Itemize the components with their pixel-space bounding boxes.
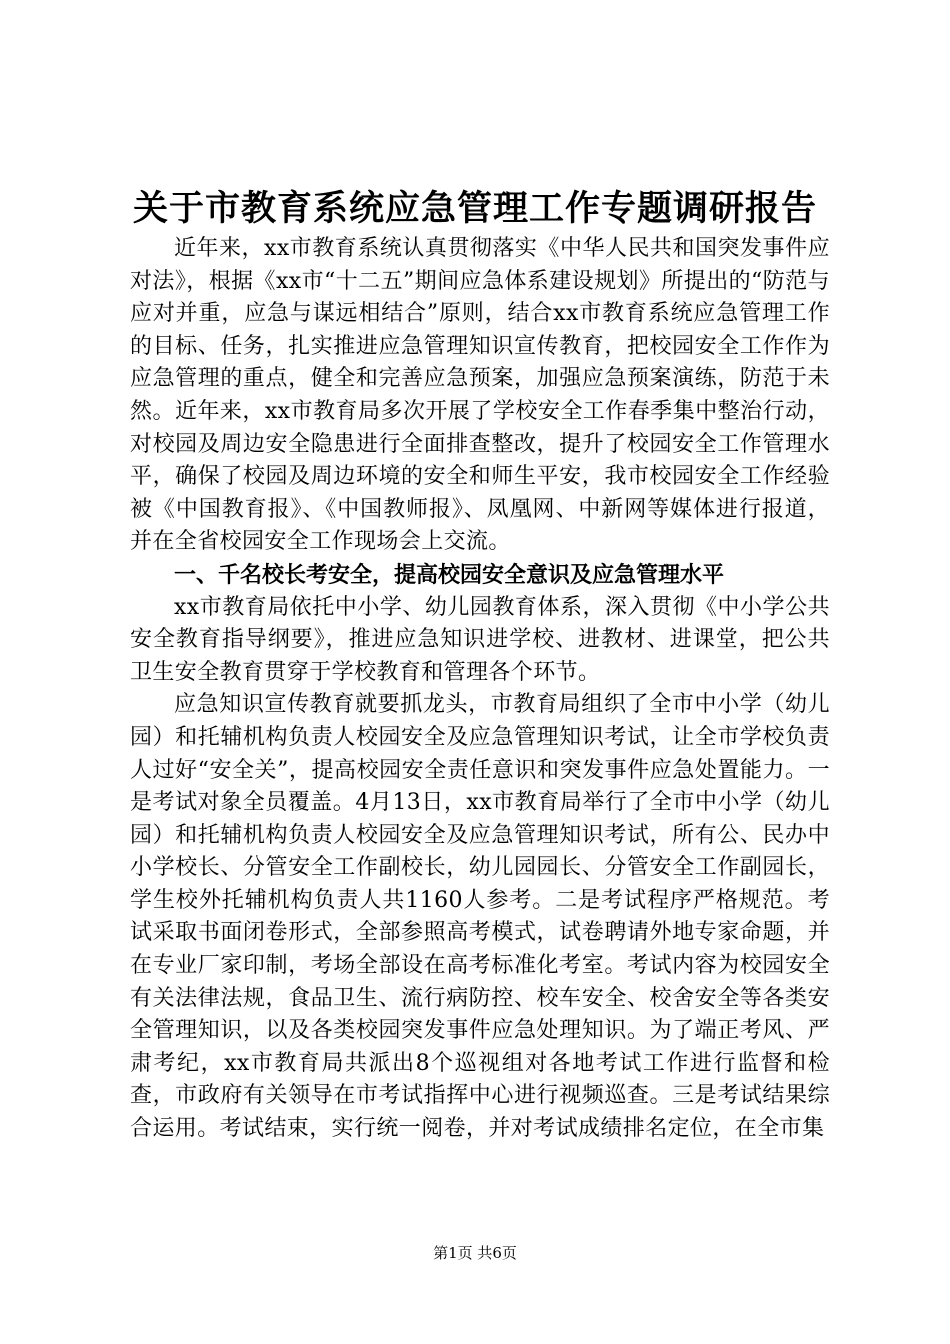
page-footer: 第1页 共6页: [433, 1244, 517, 1262]
paragraph-intro: 近年来，xx市教育系统认真贯彻落实《中华人民共和国突发事件应对法》，根据《xx市“十二五”期间应急体系建设规划》所提出的“防范与应对并重，应急与谋远相结合”原则，结合xx市教育系统应急管理工作的目标、任务，扎实推进应急管理知识宣传教育，把校园安全工作作为应急管理的重点，健全和完善应急预案，加强应急预案演练，防范于未然。近年来，xx市教育局多次开展了学校安全工作春季集中整治行动，对校园及周边安全隐患进行全面排查整改，提升了校园安全工作管理水平，确保了校园及周边环境的安全和师生平安，我市校园安全工作经验被《中国教育报》、《中国教师报》、凤凰网、中新网等媒体进行报道，并在全省校园安全工作现场会上交流。: [130, 236, 830, 555]
paragraph-section1-a: xx市教育局依托中小学、幼儿园教育体系，深入贯彻《中小学公共安全教育指导纲要》，推进应急知识进学校、进教材、进课堂，把公共卫生安全教育贯穿于学校教育和管理各个环节。: [130, 594, 830, 685]
document-body: [130, 233, 830, 1146]
paragraph-section1-b: 应急知识宣传教育就要抓龙头，市教育局组织了全市中小学（幼儿园）和托辅机构负责人校园安全及应急管理知识考试，让全市学校负责人过好“安全关”，提高校园安全责任意识和突发事件应急处置能力。一是考试对象全员覆盖。4月13日，xx市教育局举行了全市中小学（幼儿园）和托辅机构负责人校园安全及应急管理知识考试，所有公、民办中小学校长、分管安全工作副校长，幼儿园园长、分管安全工作副园长，学生校外托辅机构负责人共1160人参考。二是考试程序严格规范。考试采取书面闭卷形式，全部参照高考模式，试卷聘请外地专家命题，并在专业厂家印制，考场全部设在高考标准化考室。考试内容为校园安全有关法律法规，食品卫生、流行病防控、校车安全、校舍安全等各类安全管理知识，以及各类校园突发事件应急处理知识。为了端正考风、严肃考纪，xx市教育局共派出8个巡视组对各地考试工作进行监督和检查，市政府有关领导在市考试指挥中心进行视频巡查。三是考试结果综合运用。考试结束，实行统一阅卷，并对考试成绩排名定位，在全市集: [130, 692, 830, 1142]
document-title: 关于市教育系统应急管理工作专题调研报告: [132, 188, 817, 229]
section-heading-1: 一、千名校长考安全，提高校园安全意识及应急管理水平: [174, 561, 725, 588]
